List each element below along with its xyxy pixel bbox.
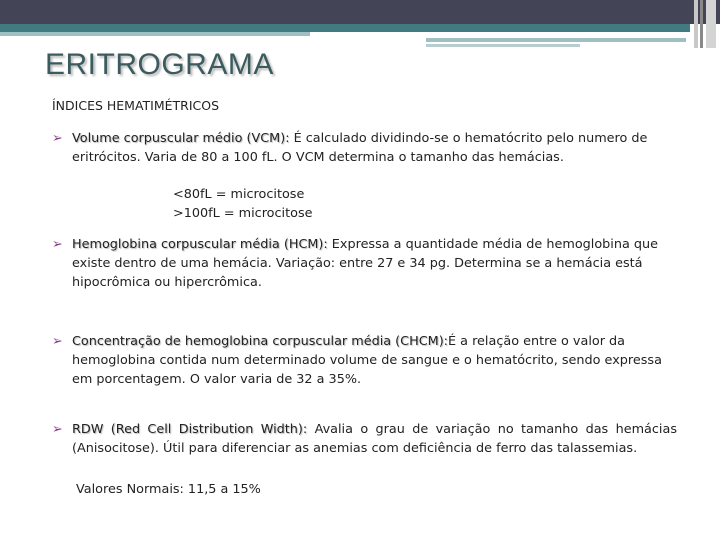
decor-bar bbox=[694, 0, 698, 48]
term: Hemoglobina corpuscular média (HCM): bbox=[72, 237, 328, 252]
term: RDW (Red Cell Distribution Width): bbox=[72, 422, 308, 437]
header-stripe bbox=[426, 38, 686, 42]
bullet-chcm bbox=[52, 332, 677, 389]
bullet-hcm bbox=[52, 235, 677, 292]
description: Expressa a quantidade média de hemoglobina que existe dentro de uma hemácia. Variação: entre 27 e 34 pg. Determina se a hemácia está hipocrômica ou hipercrômica. bbox=[72, 237, 658, 290]
decor-bar bbox=[700, 0, 703, 48]
slide-subtitle: ÍNDICES HEMATIMÉTRICOS bbox=[52, 98, 220, 113]
arrow-bullet-icon: ➢ bbox=[52, 422, 63, 437]
description: É calculado dividindo-se o hematócrito pelo numero de eritrócitos. Varia de 80 a 100 fL. O VCM determina o tamanho das hemácias. bbox=[72, 131, 648, 165]
term: Concentração de hemoglobina corpuscular média (CHCM): bbox=[72, 334, 448, 349]
arrow-bullet-icon: ➢ bbox=[52, 131, 63, 146]
header-stripe bbox=[0, 32, 310, 36]
bullet-rdw bbox=[52, 420, 677, 458]
arrow-bullet-icon: ➢ bbox=[52, 334, 63, 349]
description: Avalia o grau de variação no tamanho das hemácias (Anisocitose). Útil para diferenciar as anemias com deficiência de ferro das talassemias. bbox=[72, 422, 677, 456]
slide-title: ERITROGRAMA bbox=[45, 48, 274, 81]
arrow-bullet-icon: ➢ bbox=[52, 237, 63, 252]
header-stripe bbox=[0, 24, 690, 32]
header-bar bbox=[0, 0, 720, 24]
decor-bar bbox=[706, 0, 716, 48]
term: Volume corpuscular médio (VCM): bbox=[72, 131, 290, 146]
header-stripe bbox=[426, 44, 580, 47]
bullet-vcm bbox=[52, 129, 677, 167]
description: É a relação entre o valor da hemoglobina contida num determinado volume de sangue e o hematócrito, sendo expressa em porcentagem. O valor varia de 32 a 35%. bbox=[72, 334, 662, 387]
sub-line: <80fL = microcitose bbox=[173, 187, 305, 202]
sub-line: >100fL = microcitose bbox=[173, 206, 313, 221]
normal-values: Valores Normais: 11,5 a 15% bbox=[76, 482, 261, 497]
